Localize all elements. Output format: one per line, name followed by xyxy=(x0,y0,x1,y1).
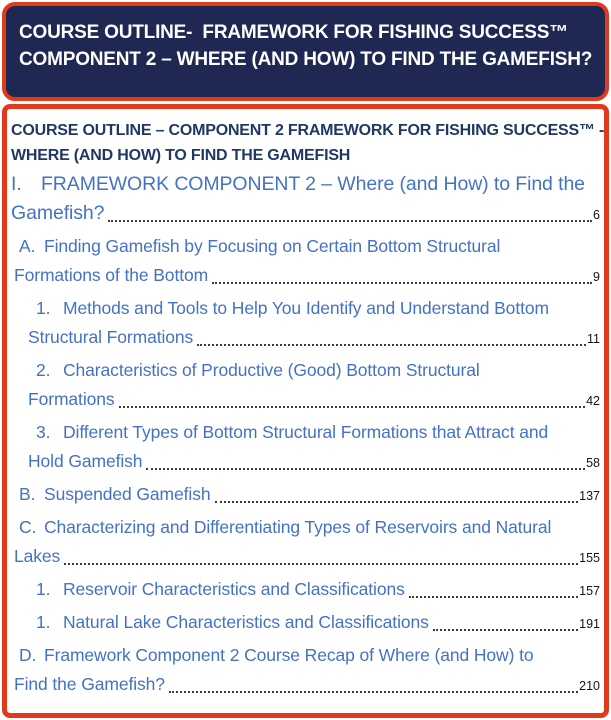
toc-entry xyxy=(11,608,600,639)
toc-entry-text-wrap: Formations xyxy=(28,389,115,409)
toc-entry xyxy=(11,480,600,511)
page-number: 6 xyxy=(593,208,600,222)
banner-title-line2: COMPONENT 2 – WHERE (AND HOW) TO FIND THE GAMEFISH? xyxy=(19,49,593,70)
toc-entry-number: A. xyxy=(19,236,36,256)
toc-entry-number: B. xyxy=(19,484,36,504)
toc-entry-text: Methods and Tools to Help You Identify and Understand Bottom xyxy=(63,298,549,318)
toc-entry-text-wrap: Formations of the Bottom xyxy=(14,265,209,285)
dot-leader xyxy=(409,596,578,598)
table-of-contents-panel xyxy=(2,104,609,718)
toc-entry xyxy=(11,513,600,573)
page-number: 155 xyxy=(579,551,600,565)
toc-entry-text: Framework Component 2 Course Recap of Where (and How) to xyxy=(44,645,534,665)
dot-leader xyxy=(212,282,592,284)
toc-entry-text: Suspended Gamefish xyxy=(44,484,211,504)
page-number: 42 xyxy=(586,394,600,408)
toc-entry-number: I. xyxy=(11,173,22,195)
toc-entry-text-wrap: Hold Gamefish xyxy=(28,451,143,471)
toc-entry-text: Characteristics of Productive (Good) Bottom Structural xyxy=(63,360,480,380)
dot-leader xyxy=(197,344,586,346)
toc-entry-text-wrap: Lakes xyxy=(14,546,61,566)
page-number: 58 xyxy=(586,456,600,470)
toc-heading-line2: WHERE (AND HOW) TO FIND THE GAMEFISH xyxy=(11,147,351,164)
toc-entry-text: FRAMEWORK COMPONENT 2 – Where (and How) to Find the xyxy=(41,173,585,195)
page-number: 137 xyxy=(579,489,600,503)
toc-entry-text: Characterizing and Differentiating Types of Reservoirs and Natural xyxy=(44,517,552,537)
toc-entry-text: Reservoir Characteristics and Classifications xyxy=(63,579,405,599)
dot-leader xyxy=(146,468,585,470)
toc-entry xyxy=(11,294,600,354)
toc-entry-text: Natural Lake Characteristics and Classifications xyxy=(63,612,429,632)
toc-entry-text-wrap: Find the Gamefish? xyxy=(14,674,165,694)
toc-entry-text-wrap: Gamefish? xyxy=(11,202,105,224)
toc-entry xyxy=(11,418,600,478)
toc-entry-number: D. xyxy=(19,645,37,665)
toc-entry-number: 2. xyxy=(36,360,51,380)
dot-leader xyxy=(169,691,578,693)
dot-leader xyxy=(215,501,579,503)
toc-entry xyxy=(11,356,600,416)
toc-entry xyxy=(11,232,600,292)
page-number: 157 xyxy=(579,584,600,598)
toc-entry-text: Finding Gamefish by Focusing on Certain Bottom Structural xyxy=(44,236,501,256)
dot-leader xyxy=(64,563,578,565)
toc-entry xyxy=(11,170,600,230)
toc-entry-number: 1. xyxy=(36,612,51,632)
dot-leader xyxy=(433,629,578,631)
toc-entry-number: 1. xyxy=(36,579,51,599)
toc-entry-text-wrap: Structural Formations xyxy=(28,327,194,347)
toc-entry xyxy=(11,641,600,701)
dot-leader xyxy=(108,220,592,222)
page-number: 191 xyxy=(579,617,600,631)
page-number: 11 xyxy=(587,332,600,346)
dot-leader xyxy=(119,406,586,408)
course-title-banner xyxy=(2,2,609,101)
toc-entry-number: 3. xyxy=(36,422,51,442)
toc-entry-text: Different Types of Bottom Structural Formations that Attract and xyxy=(63,422,549,442)
banner-title-line1: COURSE OUTLINE- FRAMEWORK FOR FISHING SUCCESS™ xyxy=(19,22,568,43)
toc-entry xyxy=(11,575,600,606)
toc-entry-number: C. xyxy=(19,517,37,537)
page-number: 9 xyxy=(593,270,600,284)
toc-entry-number: 1. xyxy=(36,298,51,318)
toc-heading-line1: COURSE OUTLINE – COMPONENT 2 FRAMEWORK FOR FISHING SUCCESS™ - xyxy=(11,122,605,139)
page-number: 210 xyxy=(579,679,600,693)
